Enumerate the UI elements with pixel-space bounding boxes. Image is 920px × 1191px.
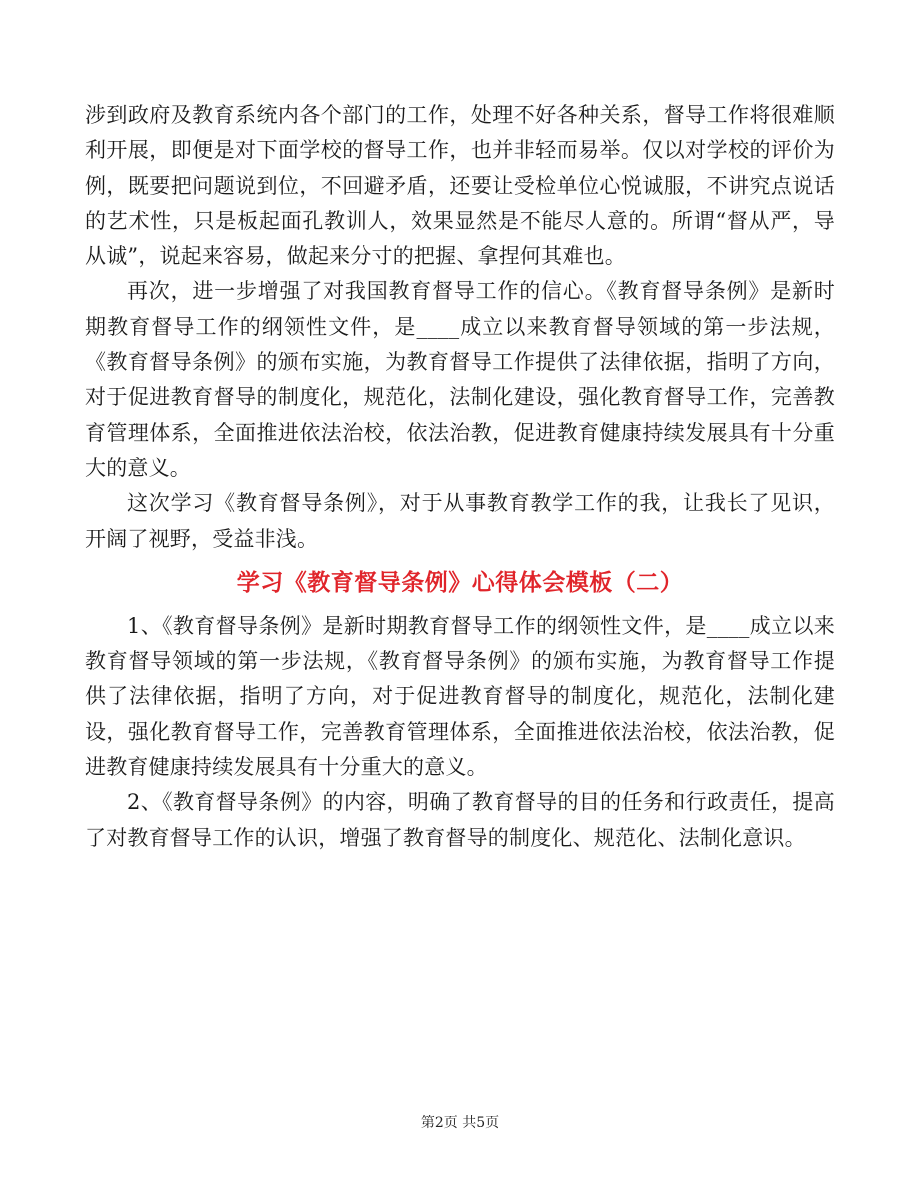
- paragraph-continuation: 涉到政府及教育系统内各个部门的工作，处理不好各种关系，督导工作将很难顺利开展，即便是对下面学校的督导工作，也并非轻而易举。仅以对学校的评价为例，既要把问题说到位，不回避矛盾，还要让受检单位心悦诚服，不讲究点说话的艺术性，只是板起面孔教训人，效果显然是不能尽人意的。所谓“督从严，导从诚”，说起来容易，做起来分寸的把握、拿捏何其难也。: [85, 103, 835, 269]
- paragraph-confidence: 再次，进一步增强了对我国教育督导工作的信心。《教育督导条例》是新时期教育督导工作的纲领性文件，是____成立以来教育督导领域的第一步法规，《教育督导条例》的颁布实施，为教育督导工作提供了法律依据，指明了方向，对于促进教育督导的制度化，规范化，法制化建设，强化教育督导工作，完善教育管理体系，全面推进依法治校，依法治教，促进教育健康持续发展具有十分重大的意义。: [85, 279, 835, 480]
- paragraph-point-1: 1、《教育督导条例》是新时期教育督导工作的纲领性文件，是____成立以来教育督导领域的第一步法规，《教育督导条例》的颁布实施，为教育督导工作提供了法律依据，指明了方向，对于促进教育督导的制度化，规范化，法制化建设，强化教育督导工作，完善教育管理体系，全面推进依法治校，依法治教，促进教育健康持续发展具有十分重大的意义。: [85, 613, 835, 780]
- page-number-footer: 第2页 共5页: [420, 1115, 500, 1131]
- paragraph-point-2: 2、《教育督导条例》的内容，明确了教育督导的目的任务和行政责任，提高了对教育督导工作的认识，增强了教育督导的制度化、规范化、法制化意识。: [85, 790, 835, 850]
- paragraph-conclusion: 这次学习《教育督导条例》，对于从事教育教学工作的我，让我长了见识，开阔了视野，受益非浅。: [85, 491, 835, 551]
- document-page: [85, 98, 835, 856]
- section-heading: 学习《教育督导条例》心得体会模板（二）: [236, 568, 684, 596]
